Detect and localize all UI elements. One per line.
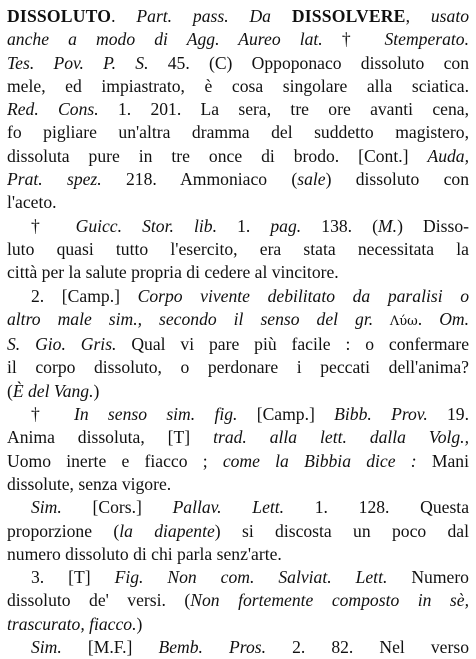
- text-segment: 218. Ammoniaco (: [101, 169, 298, 190]
- text-segment: 2. 82. Nel verso: [266, 637, 469, 658]
- italic-segment: Bemb. Pros.: [158, 637, 266, 658]
- text-segment: fo pigliare un'altra dramma del suddetto magistero,: [7, 122, 469, 143]
- italic-segment: In senso sim. fig.: [73, 404, 238, 425]
- entry-line: [7, 636, 469, 659]
- greek-word: Λύω: [373, 313, 418, 329]
- italic-segment: Red. Cons.: [7, 99, 99, 120]
- entry-line: [7, 215, 469, 238]
- italic-segment: Sim.: [31, 637, 62, 658]
- text-segment: dissoluto de' versi. (: [7, 590, 191, 611]
- italic-segment: usato: [430, 6, 469, 26]
- text-segment: †: [31, 215, 76, 236]
- entry-line: [7, 191, 469, 214]
- italic-segment: Om.: [439, 308, 469, 329]
- text-segment: [M.F.]: [61, 637, 159, 658]
- entry-line: [7, 403, 469, 426]
- italic-segment: Tes. Pov. P. S.: [7, 52, 149, 73]
- italic-segment: Da: [228, 6, 292, 26]
- italic-segment: pag.: [270, 215, 302, 236]
- italic-segment: S. Gio. Gris.: [7, 334, 117, 355]
- entry-line: [7, 98, 469, 121]
- italic-segment: anche a modo di Agg. Aureo lat.: [7, 29, 323, 50]
- italic-segment: È del Vang.: [12, 380, 94, 401]
- italic-segment: Guicc. Stor. lib.: [75, 215, 217, 236]
- entry-line: [7, 52, 469, 75]
- text-segment: Mani: [416, 450, 469, 471]
- italic-segment: Fig. Non com. Salviat. Lett.: [114, 567, 388, 588]
- entry-line: [7, 450, 469, 473]
- text-segment: dissolute, senza vigore.: [7, 473, 172, 494]
- text-segment: 19.: [427, 404, 469, 425]
- text-segment: .: [111, 6, 137, 26]
- text-segment: l'aceto.: [7, 192, 57, 213]
- text-segment: il corpo dissoluto, o perdonare i peccati dell'anima?: [7, 357, 469, 378]
- entry-line: [7, 168, 469, 191]
- entry-line: [7, 333, 469, 356]
- text-segment: Numero: [387, 567, 469, 588]
- entry-line: [7, 543, 469, 566]
- dictionary-entry: [7, 5, 469, 659]
- text-segment: città per la salute propria di cedere al vincitore.: [7, 262, 339, 283]
- text-segment: 1. 201. La sera, tre ore avanti cena,: [98, 99, 469, 120]
- entry-line: [7, 261, 469, 284]
- text-segment: proporzione (: [7, 520, 120, 541]
- entry-line: [7, 285, 469, 308]
- text-segment: .: [417, 308, 440, 329]
- entry-line: [7, 589, 469, 612]
- entry-line: [7, 238, 469, 261]
- entry-line: [7, 75, 469, 98]
- text-segment: dissoluta pure in tre once di brodo. [Cont.]: [7, 145, 428, 166]
- italic-segment: Auda,: [427, 145, 469, 166]
- text-segment: ): [136, 613, 143, 634]
- italic-segment: Stemperato.: [384, 29, 469, 50]
- italic-segment: Prat. spez.: [7, 169, 102, 190]
- text-segment: ,: [405, 6, 431, 26]
- entry-line: [7, 121, 469, 144]
- text-segment: luto quasi tutto l'esercito, era stata necessitata la: [7, 238, 469, 259]
- italic-segment: M.: [378, 215, 398, 236]
- text-segment: numero dissoluto di chi parla senz'arte.: [7, 543, 282, 564]
- text-segment: [Camp.]: [237, 404, 335, 425]
- entry-line: [7, 496, 469, 519]
- text-segment: 138. (: [301, 215, 379, 236]
- entry-line: [7, 380, 469, 403]
- italic-segment: Part. pass.: [136, 6, 229, 26]
- italic-segment: come la Bibbia dice :: [222, 450, 417, 471]
- italic-segment: Sim.: [31, 497, 62, 518]
- text-segment: ) dissoluto con: [325, 169, 469, 190]
- text-segment: mele, ed impiastrato, è cosa singolare alla sciatica.: [7, 75, 469, 96]
- italic-segment: trascurato, fiacco.: [7, 613, 137, 634]
- italic-segment: Pallav. Lett.: [172, 497, 285, 518]
- entry-line: [7, 5, 469, 28]
- entry-line: [7, 520, 469, 543]
- text-segment: ) Disso-: [397, 215, 469, 236]
- text-segment: 3. [T]: [31, 567, 115, 588]
- text-segment: ): [93, 380, 100, 401]
- text-segment: 2. [Camp.]: [31, 285, 138, 306]
- entry-line: [7, 356, 469, 379]
- text-segment: Qual vi pare più facile : o confermare: [116, 334, 469, 355]
- italic-segment: sale: [297, 169, 326, 190]
- italic-segment: Non fortemente composto in sè,: [190, 590, 469, 611]
- headword: DISSOLUTO: [7, 6, 112, 26]
- text-segment: 45. (C) Oppoponaco dissoluto con: [148, 52, 469, 73]
- text-segment: [Cors.]: [61, 497, 173, 518]
- text-segment: †: [322, 29, 385, 50]
- text-segment: Uomo inerte e fiacco ;: [7, 450, 223, 471]
- dictionary-page: [7, 5, 469, 659]
- italic-segment: trad. alla lett. dalla Volg.,: [213, 427, 469, 448]
- entry-line: [7, 566, 469, 589]
- entry-line: [7, 28, 469, 51]
- italic-segment: altro male sim., secondo il senso del gr.: [7, 308, 374, 329]
- entry-line: [7, 145, 469, 168]
- italic-segment: la diapente: [119, 520, 215, 541]
- italic-segment: Bibb. Prov.: [334, 404, 428, 425]
- entry-line: [7, 426, 469, 449]
- text-segment: Anima dissoluta, [T]: [7, 427, 214, 448]
- text-segment: ) si discosta un poco dal: [214, 520, 469, 541]
- headword: DISSOLVERE: [291, 6, 406, 26]
- text-segment: †: [31, 404, 74, 425]
- entry-line: [7, 308, 469, 333]
- italic-segment: Corpo vivente debilitato da paralisi o: [137, 285, 469, 306]
- entry-line: [7, 613, 469, 636]
- text-segment: 1. 128. Questa: [284, 497, 469, 518]
- text-segment: 1.: [216, 215, 271, 236]
- entry-line: [7, 473, 469, 496]
- text-segment: (: [7, 380, 13, 401]
